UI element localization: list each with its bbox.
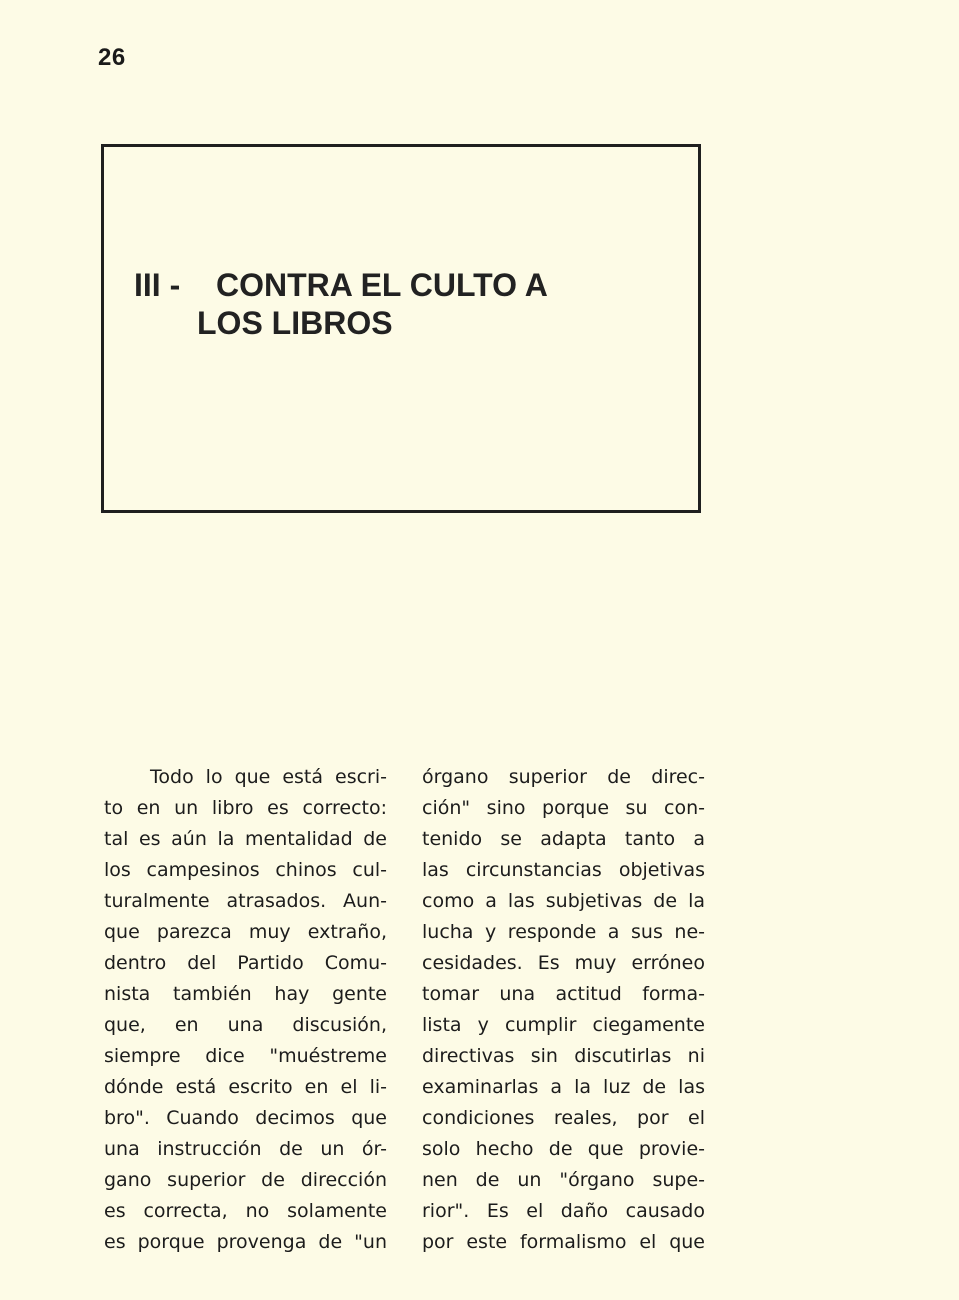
text-line: ción" sino porque su con- [422,797,705,819]
text-line: lucha y responde a sus ne- [422,921,705,943]
text-line: tenido se adapta tanto a [422,828,705,850]
text-line: por este formalismo el que [422,1231,705,1253]
text-line: que, en una discusión, [104,1014,387,1036]
text-line: directivas sin discutirlas ni [422,1045,705,1067]
text-line: lista y cumplir ciegamente [422,1014,705,1036]
text-line: siempre dice "muéstreme [104,1045,387,1067]
text-line: rior". Es el daño causado [422,1200,705,1222]
text-line: dónde está escrito en el li- [104,1076,387,1098]
chapter-numeral: III - [134,267,181,303]
chapter-title-line-2: LOS LIBROS [197,305,393,341]
chapter-title-text-1: CONTRA EL CULTO A [216,267,548,303]
body-column-right [422,762,705,1258]
body-column-left [104,762,387,1258]
text-line: turalmente atrasados. Aun- [104,890,387,912]
text-line: una instrucción de un ór- [104,1138,387,1160]
text-line: los campesinos chinos cul- [104,859,387,881]
text-line: Todo lo que está escri- [150,766,387,788]
text-line: que parezca muy extraño, [104,921,387,943]
page-number: 26 [98,44,126,71]
text-line: dentro del Partido Comu- [104,952,387,974]
text-line: condiciones reales, por el [422,1107,705,1129]
text-line: órgano superior de direc- [422,766,705,788]
text-line: nista también hay gente [104,983,387,1005]
text-line: examinarlas a la luz de las [422,1076,705,1098]
chapter-title [134,266,548,342]
text-line: tomar una actitud forma- [422,983,705,1005]
text-line: to en un libro es correcto: [104,797,387,819]
text-line: solo hecho de que provie- [422,1138,705,1160]
text-line: bro". Cuando decimos que [104,1107,387,1129]
text-line: gano superior de dirección [104,1169,387,1191]
chapter-title-line-1 [134,266,548,304]
text-line: tal es aún la mentalidad de [104,828,387,850]
text-line: las circunstancias objetivas [422,859,705,881]
text-line: es porque provenga de "un [104,1231,387,1253]
text-line: cesidades. Es muy erróneo [422,952,705,974]
text-line: nen de un "órgano supe- [422,1169,705,1191]
text-line: es correcta, no solamente [104,1200,387,1222]
text-line: como a las subjetivas de la [422,890,705,912]
